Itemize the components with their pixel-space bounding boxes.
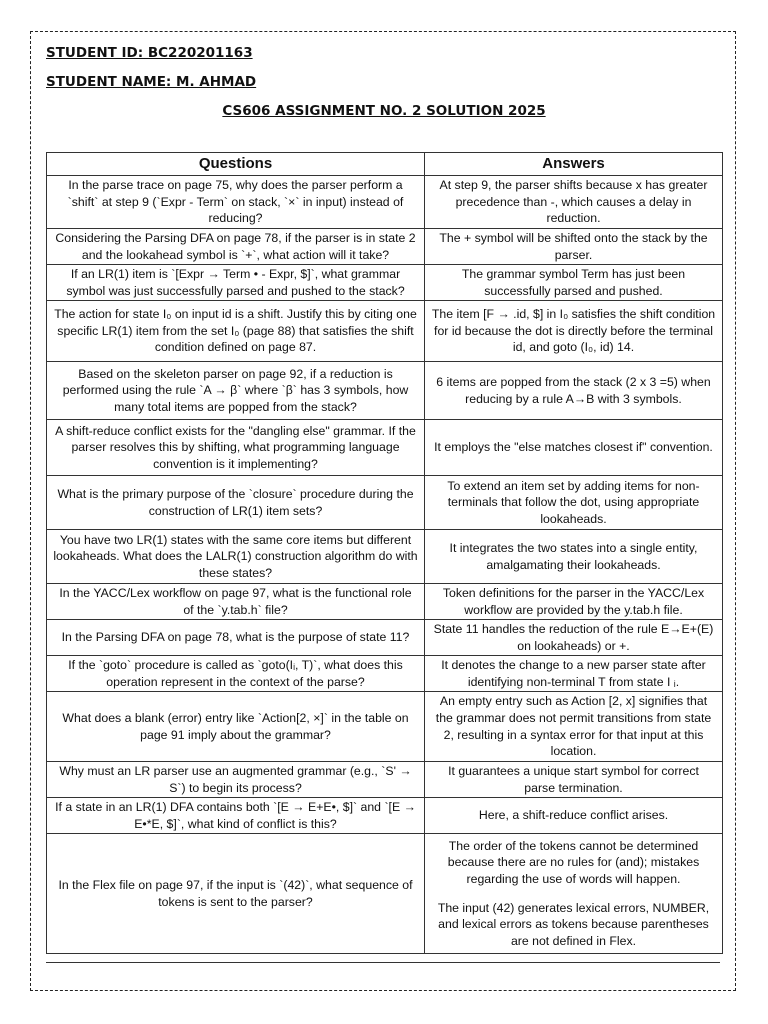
answer-cell: It integrates the two states into a single entity, amalgamating their lookaheads.: [425, 530, 723, 584]
table-row: [47, 656, 723, 692]
question-cell: Considering the Parsing DFA on page 78, if the parser is in state 2 and the lookahead symbol is `+`, what action will it take?: [47, 229, 425, 265]
answer-cell: To extend an item set by adding items for non-terminals that follow the dot, using appropriate lookaheads.: [425, 476, 723, 530]
answer-cell: The grammar symbol Term has just been successfully parsed and pushed.: [425, 265, 723, 301]
question-cell: In the Flex file on page 97, if the input is `(42)`, what sequence of tokens is sent to the parser?: [47, 834, 425, 954]
answer-cell: Here, a shift-reduce conflict arises.: [425, 798, 723, 834]
question-cell: In the YACC/Lex workflow on page 97, what is the functional role of the `y.tab.h` file?: [47, 584, 425, 620]
table-header-row: [47, 153, 723, 176]
answers-header: Answers: [425, 153, 723, 176]
answer-cell: It employs the "else matches closest if" convention.: [425, 420, 723, 476]
question-cell: If a state in an LR(1) DFA contains both `[E → E+E•, $]` and `[E → E•*E, $]`, what kind of conflict is this?: [47, 798, 425, 834]
answer-cell: An empty entry such as Action [2, x] signifies that the grammar does not permit transitions from state 2, resulting in a syntax error for that input at this location.: [425, 692, 723, 762]
answer-cell: The item [F → .id, $] in I₀ satisfies the shift condition for id because the dot is directly before the terminal id, and goto (I₀, id) 14.: [425, 301, 723, 362]
bottom-rule: [46, 962, 720, 963]
answer-cell: The + symbol will be shifted onto the stack by the parser.: [425, 229, 723, 265]
table-row: [47, 692, 723, 762]
table-row: [47, 476, 723, 530]
question-cell: A shift-reduce conflict exists for the "dangling else" grammar. If the parser resolves this by shifting, what programming language convention is it implementing?: [47, 420, 425, 476]
table-row: [47, 798, 723, 834]
table-row: [47, 362, 723, 420]
table-row: [47, 620, 723, 656]
table-row: [47, 530, 723, 584]
question-cell: What is the primary purpose of the `closure` procedure during the construction of LR(1) item sets?: [47, 476, 425, 530]
answer-cell: At step 9, the parser shifts because x has greater precedence than -, which causes a delay in reduction.: [425, 176, 723, 229]
answer-cell: 6 items are popped from the stack (2 x 3 =5) when reducing by a rule A→B with 3 symbols.: [425, 362, 723, 420]
student-id: STUDENT ID: BC220201163: [46, 45, 253, 61]
answer-paragraph: The input (42) generates lexical errors, NUMBER, and lexical errors as tokens because parentheses are not defined in Flex.: [437, 900, 710, 948]
table-row: [47, 584, 723, 620]
question-cell: The action for state I₀ on input id is a shift. Justify this by citing one specific LR(1) item from the set I₀ (page 88) that satisfies the shift condition defined on page 87.: [47, 301, 425, 362]
assignment-title: CS606 ASSIGNMENT NO. 2 SOLUTION 2025: [222, 103, 546, 119]
table-row: [47, 265, 723, 301]
question-cell: Why must an LR parser use an augmented grammar (e.g., `S' → S`) to begin its process?: [47, 762, 425, 798]
answer-cell: [425, 834, 723, 954]
question-cell: If the `goto` procedure is called as `goto(Iᵢ, T)`, what does this operation represent in the context of the parse?: [47, 656, 425, 692]
question-cell: If an LR(1) item is `[Expr → Term • - Expr, $]`, what grammar symbol was just successfully parsed and pushed to the stack?: [47, 265, 425, 301]
student-name: STUDENT NAME: M. AHMAD: [46, 74, 257, 90]
question-cell: In the parse trace on page 75, why does the parser perform a `shift` at step 9 (`Expr - Term` on stack, `×` in input) instead of reducing?: [47, 176, 425, 229]
table-row: [47, 229, 723, 265]
answer-cell: It guarantees a unique start symbol for correct parse termination.: [425, 762, 723, 798]
answer-cell: State 11 handles the reduction of the rule E→E+(E) on lookaheads) or +.: [425, 620, 723, 656]
answer-cell: Token definitions for the parser in the YACC/Lex workflow are provided by the y.tab.h file.: [425, 584, 723, 620]
questions-header: Questions: [47, 153, 425, 176]
answer-paragraph: The order of the tokens cannot be determined because there are no rules for (and); mistakes regarding the use of words will happen.: [447, 838, 700, 886]
question-cell: In the Parsing DFA on page 78, what is the purpose of state 11?: [47, 620, 425, 656]
table-row: [47, 762, 723, 798]
question-cell: What does a blank (error) entry like `Action[2, ×]` in the table on page 91 imply about the grammar?: [47, 692, 425, 762]
table-row: [47, 834, 723, 954]
question-cell: You have two LR(1) states with the same core items but different lookaheads. What does the LALR(1) construction algorithm do with these states?: [47, 530, 425, 584]
table-row: [47, 176, 723, 229]
table-row: [47, 301, 723, 362]
table-row: [47, 420, 723, 476]
question-cell: Based on the skeleton parser on page 92, if a reduction is performed using the rule `A → β` where `β` has 3 symbols, how many total items are popped from the stack?: [47, 362, 425, 420]
answer-cell: It denotes the change to a new parser state after identifying non-terminal T from state I ᵢ.: [425, 656, 723, 692]
qa-table: [46, 152, 723, 954]
